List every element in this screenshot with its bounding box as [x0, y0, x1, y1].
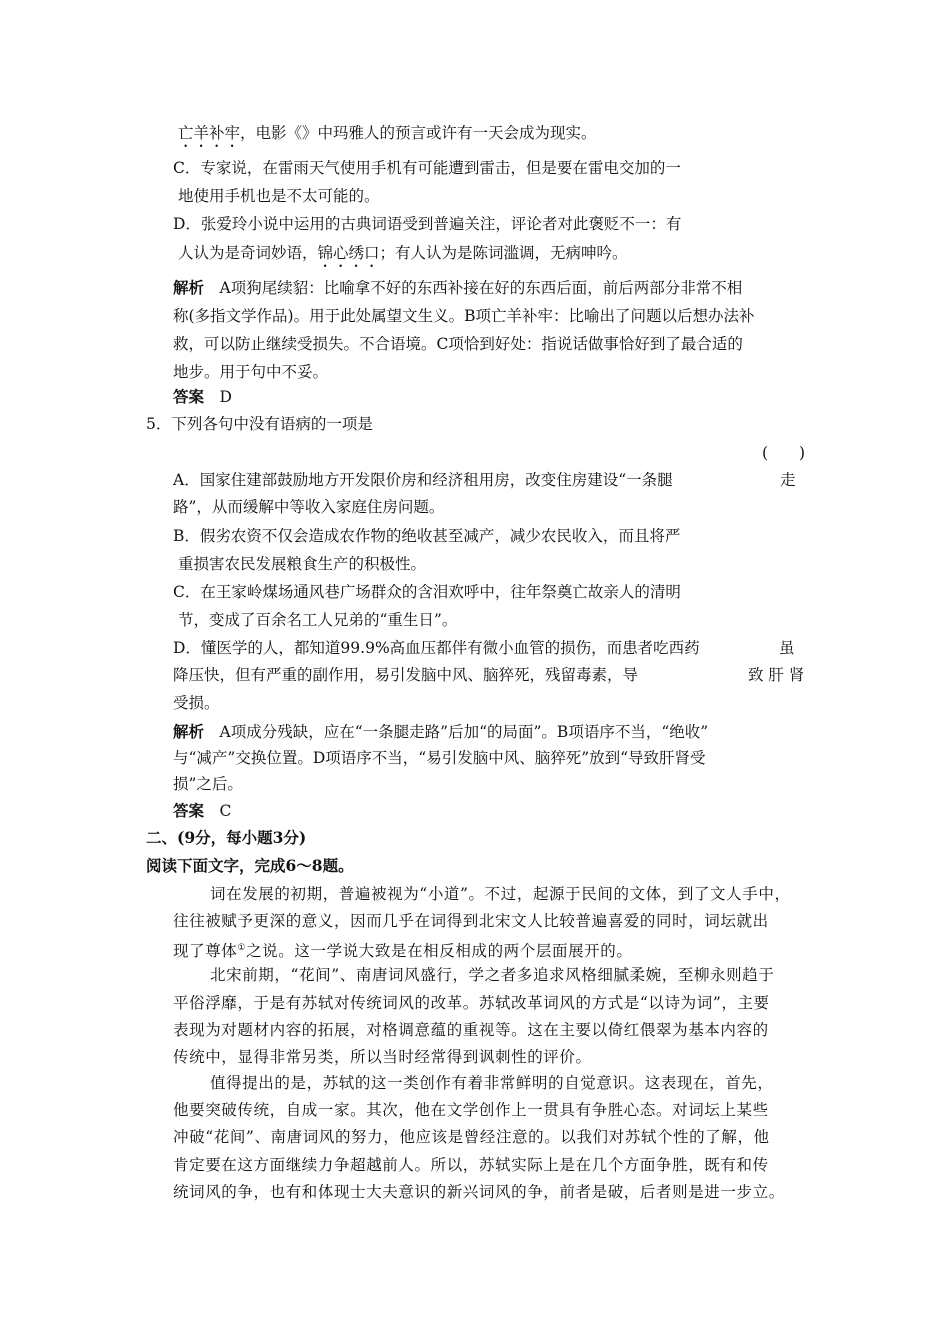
q5-option-d-line2: 降压快，但有严重的副作用，易引发脑中风、脑猝死，残留毒素，导	[173, 666, 639, 684]
q4-answer	[173, 387, 232, 407]
q4-option-d-line1: D．张爱玲小说中运用的古典词语受到普遍关注，评论者对此褒贬不一：有	[173, 215, 682, 233]
q5-option-a-line2: 路”，从而缓解中等收入家庭住房问题。	[173, 498, 445, 516]
section-heading: 二、(9分，每小题3分)	[146, 828, 307, 847]
q5-stem: 5．下列各句中没有语病的一项是	[146, 415, 373, 433]
q5-answer	[173, 801, 231, 821]
passage-line: 词在发展的初期，普遍被视为“小道”。不过，起源于民间的文体，到了文人手中，	[210, 885, 791, 903]
q4-analysis-line: 解析 A项狗尾续貂：比喻拿不好的东西补接在好的东西后面，前后两部分非常不相	[173, 278, 743, 297]
passage-line: 往往被赋予更深的意义，因而几乎在词得到北宋文人比较普遍喜爱的同时，词坛就出	[173, 912, 769, 930]
q5-analysis-line: 与“减产”交换位置。D项语序不当，“易引发脑中风、脑猝死”放到“导致肝肾受	[173, 749, 706, 767]
passage-line: 他要突破传统，自成一家。其次，他在文学创作上一贯具有争胜心态。对词坛上某些	[173, 1101, 769, 1119]
reading-instruction: 阅读下面文字，完成6～8题。	[146, 856, 354, 875]
q4-option-c-line2: 地使用手机也是不太可能的。	[178, 187, 380, 205]
emphasized-idiom: 锦心绣口	[317, 244, 380, 262]
q4-analysis-line: 救，可以防止继续受损失。不合语境。C项恰到好处：指说话做事恰好到了最合适的	[173, 335, 743, 353]
q5-option-b-line2: 重损害农民发展粮食生产的积极性。	[178, 555, 427, 573]
footnote-marker: ①	[237, 943, 247, 953]
passage-line: 现了尊体①之说。这一学说大致是在相反相成的两个层面展开的。	[173, 942, 633, 961]
passage-line: 传统中，显得非常另类，所以当时经常得到讽刺性的评价。	[173, 1048, 592, 1066]
answer-value: C	[219, 802, 232, 820]
q5-analysis-line: 解析 A项成分残缺，应在“一条腿走路”后加“的局面”。B项语序不当，“绝收”	[173, 722, 709, 741]
q4-option-d-line2: 人认为是奇词妙语，锦心绣口；有人认为是陈词滥调，无病呻吟。	[178, 244, 628, 262]
q5-analysis-line: 损”之后。	[173, 775, 243, 793]
q5-option-c-line2: 节，变成了百余名工人兄弟的“重生日”。	[178, 611, 458, 629]
answer-label: 答案	[173, 801, 205, 820]
q5-option-c-line1: C．在王家岭煤场通风巷广场群众的含泪欢呼中，往年祭奠亡故亲人的清明	[173, 583, 681, 601]
passage-line: 平俗浮靡，于是有苏轼对传统词风的改革。苏轼改革词风的方式是“以诗为词”，主要	[173, 994, 770, 1012]
q5-option-a-line1-tail: 走	[780, 471, 796, 489]
answer-label: 答案	[173, 387, 205, 406]
passage-line: 表现为对题材内容的拓展，对格调意蕴的重视等。这在主要以倚红偎翠为基本内容的	[173, 1021, 769, 1039]
q5-option-b-line1: B．假劣农资不仅会造成农作物的绝收甚至减产，减少农民收入，而且将严	[173, 527, 681, 545]
analysis-label: 解析	[173, 278, 205, 297]
passage-line: 统词风的争，也有和体现士大夫意识的新兴词风的争，前者是破，后者则是进一步立。	[173, 1183, 785, 1201]
q5-option-a-line1: A．国家住建部鼓励地方开发限价房和经济租用房，改变住房建设“一条腿	[173, 471, 673, 489]
q4-option-c-line1: C．专家说，在雷雨天气使用手机有可能遭到雷击，但是要在雷电交加的一	[173, 159, 681, 177]
q5-option-d-line1: D．懂医学的人，都知道99.9%高血压都伴有微小血管的损伤，而患者吃西药	[173, 639, 700, 657]
passage-line: 肯定要在这方面继续力争超越前人。所以，苏轼实际上是在几个方面争胜，既有和传	[173, 1156, 769, 1174]
q4-option-b-cont: 亡羊补牢，电影《》中玛雅人的预言或许有一天会成为现实。	[178, 124, 597, 142]
q5-option-d-line3: 受损。	[173, 694, 220, 712]
q4-analysis-line: 称(多指文学作品)。用于此处属望文生义。B项亡羊补牢：比喻出了问题以后想办法补	[173, 307, 755, 325]
passage-line: 冲破“花间”、南唐词风的努力，他应该是曾经注意的。以我们对苏轼个性的了解，他	[173, 1128, 770, 1146]
analysis-label: 解析	[173, 722, 205, 741]
passage-line: 北宋前期，“花间”、南唐词风盛行，学之者多追求风格细腻柔婉，至柳永则趋于	[210, 966, 775, 984]
q5-option-d-line1-tail: 虽	[779, 639, 795, 657]
q5-option-d-line2-tail: 致 肝 肾	[748, 666, 805, 684]
answer-value: D	[219, 388, 232, 406]
q4-analysis-line: 地步。用于句中不妥。	[173, 363, 329, 381]
q5-answer-bracket: ( )	[762, 444, 806, 462]
passage-line: 值得提出的是，苏轼的这一类创作有着非常鲜明的自觉意识。这表现在，首先，	[210, 1074, 774, 1092]
emphasized-idiom: 亡羊补牢	[178, 124, 241, 142]
